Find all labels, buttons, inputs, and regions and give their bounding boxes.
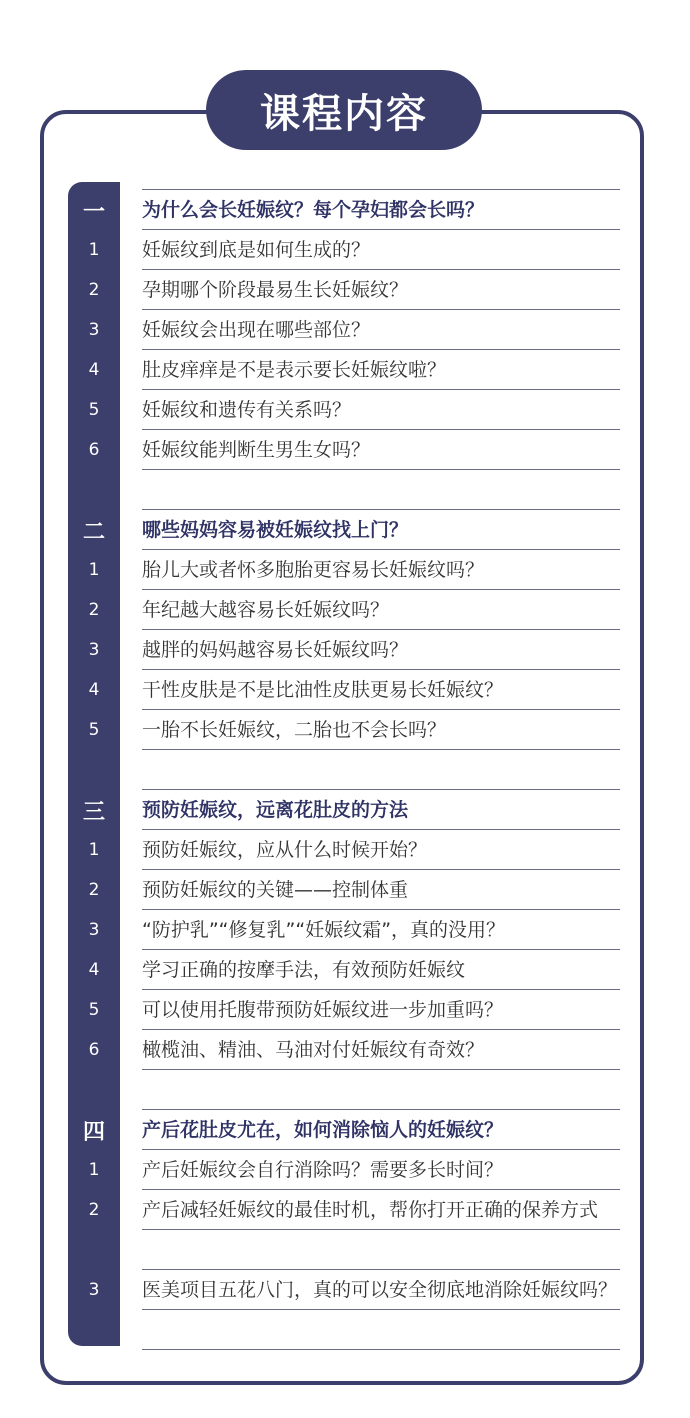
list-item [68,1150,620,1190]
item-number: 6 [88,1040,100,1060]
section-heading-row [68,790,620,830]
item-text: 妊娠纹会出现在哪些部位？ [142,310,620,350]
list-item [68,390,620,430]
list-item [68,630,620,670]
item-number: 3 [88,920,100,940]
list-item [68,710,620,750]
item-number: 1 [88,240,100,260]
list-item [68,870,620,910]
item-text: 预防妊娠纹的关键——控制体重 [142,870,620,910]
item-number: 2 [88,880,100,900]
item-number: 5 [88,1000,100,1020]
section-heading-row [68,510,620,550]
list-item [68,270,620,310]
list-item [68,1030,620,1070]
section-heading: 预防妊娠纹，远离花肚皮的方法 [142,790,620,830]
section-heading: 哪些妈妈容易被妊娠纹找上门？ [142,510,620,550]
item-number: 3 [88,640,100,660]
item-number: 1 [88,1160,100,1180]
section-heading-row [68,190,620,230]
list-item [68,350,620,390]
item-number: 4 [88,960,100,980]
item-number: 5 [88,720,100,740]
item-number: 1 [88,840,100,860]
item-text: 干性皮肤是不是比油性皮肤更易长妊娠纹？ [142,670,620,710]
page-title: 课程内容 [206,70,482,150]
item-text: 胎儿大或者怀多胞胎更容易长妊娠纹吗？ [142,550,620,590]
list-item [68,310,620,350]
item-text: 产后减轻妊娠纹的最佳时机，帮你打开正确的保养方式 [142,1190,620,1270]
item-text: 越胖的妈妈越容易长妊娠纹吗？ [142,630,620,670]
item-text: 产后妊娠纹会自行消除吗？需要多长时间？ [142,1150,620,1190]
list-item [68,1270,620,1350]
item-number: 2 [88,1200,100,1220]
item-text: 肚皮痒痒是不是表示要长妊娠纹啦？ [142,350,620,390]
list-item [68,430,620,470]
item-number: 3 [88,1280,100,1300]
list-item [68,670,620,710]
item-number: 5 [88,400,100,420]
item-text: 妊娠纹和遗传有关系吗？ [142,390,620,430]
section-number: 三 [82,799,105,825]
list-item [68,550,620,590]
item-text: 孕期哪个阶段最易生长妊娠纹？ [142,270,620,310]
list-item [68,830,620,870]
item-number: 1 [88,560,100,580]
section-number: 一 [82,199,105,225]
item-number: 4 [88,680,100,700]
list-item [68,230,620,270]
item-text: 妊娠纹到底是如何生成的？ [142,230,620,270]
item-number: 2 [88,600,100,620]
item-number: 3 [88,320,100,340]
section-heading-row [68,1110,620,1150]
item-text: 年纪越大越容易长妊娠纹吗？ [142,590,620,630]
item-text: 预防妊娠纹，应从什么时候开始？ [142,830,620,870]
list-item [68,950,620,990]
item-text: 医美项目五花八门，真的可以安全彻底地消除妊娠纹吗？ [142,1270,620,1350]
item-number: 4 [88,360,100,380]
section-heading: 为什么会长妊娠纹？每个孕妇都会长吗？ [142,190,620,230]
blank-row [142,1070,620,1110]
item-text: 可以使用托腹带预防妊娠纹进一步加重吗？ [142,990,620,1030]
section-heading: 产后花肚皮尤在，如何消除恼人的妊娠纹？ [142,1110,620,1150]
section-number: 四 [82,1119,105,1145]
item-text: 学习正确的按摩手法，有效预防妊娠纹 [142,950,620,990]
item-text: “防护乳”“修复乳”“妊娠纹霜”，真的没用？ [142,910,620,950]
list-item [68,1190,620,1270]
list-item [68,990,620,1030]
item-text: 妊娠纹能判断生男生女吗？ [142,430,620,470]
item-number: 6 [88,440,100,460]
list-item [68,590,620,630]
item-number: 2 [88,280,100,300]
list-item [68,910,620,950]
blank-row [142,470,620,510]
blank-row [142,750,620,790]
section-number: 二 [82,519,105,545]
item-text: 橄榄油、精油、马油对付妊娠纹有奇效？ [142,1030,620,1070]
item-text: 一胎不长妊娠纹，二胎也不会长吗？ [142,710,620,750]
